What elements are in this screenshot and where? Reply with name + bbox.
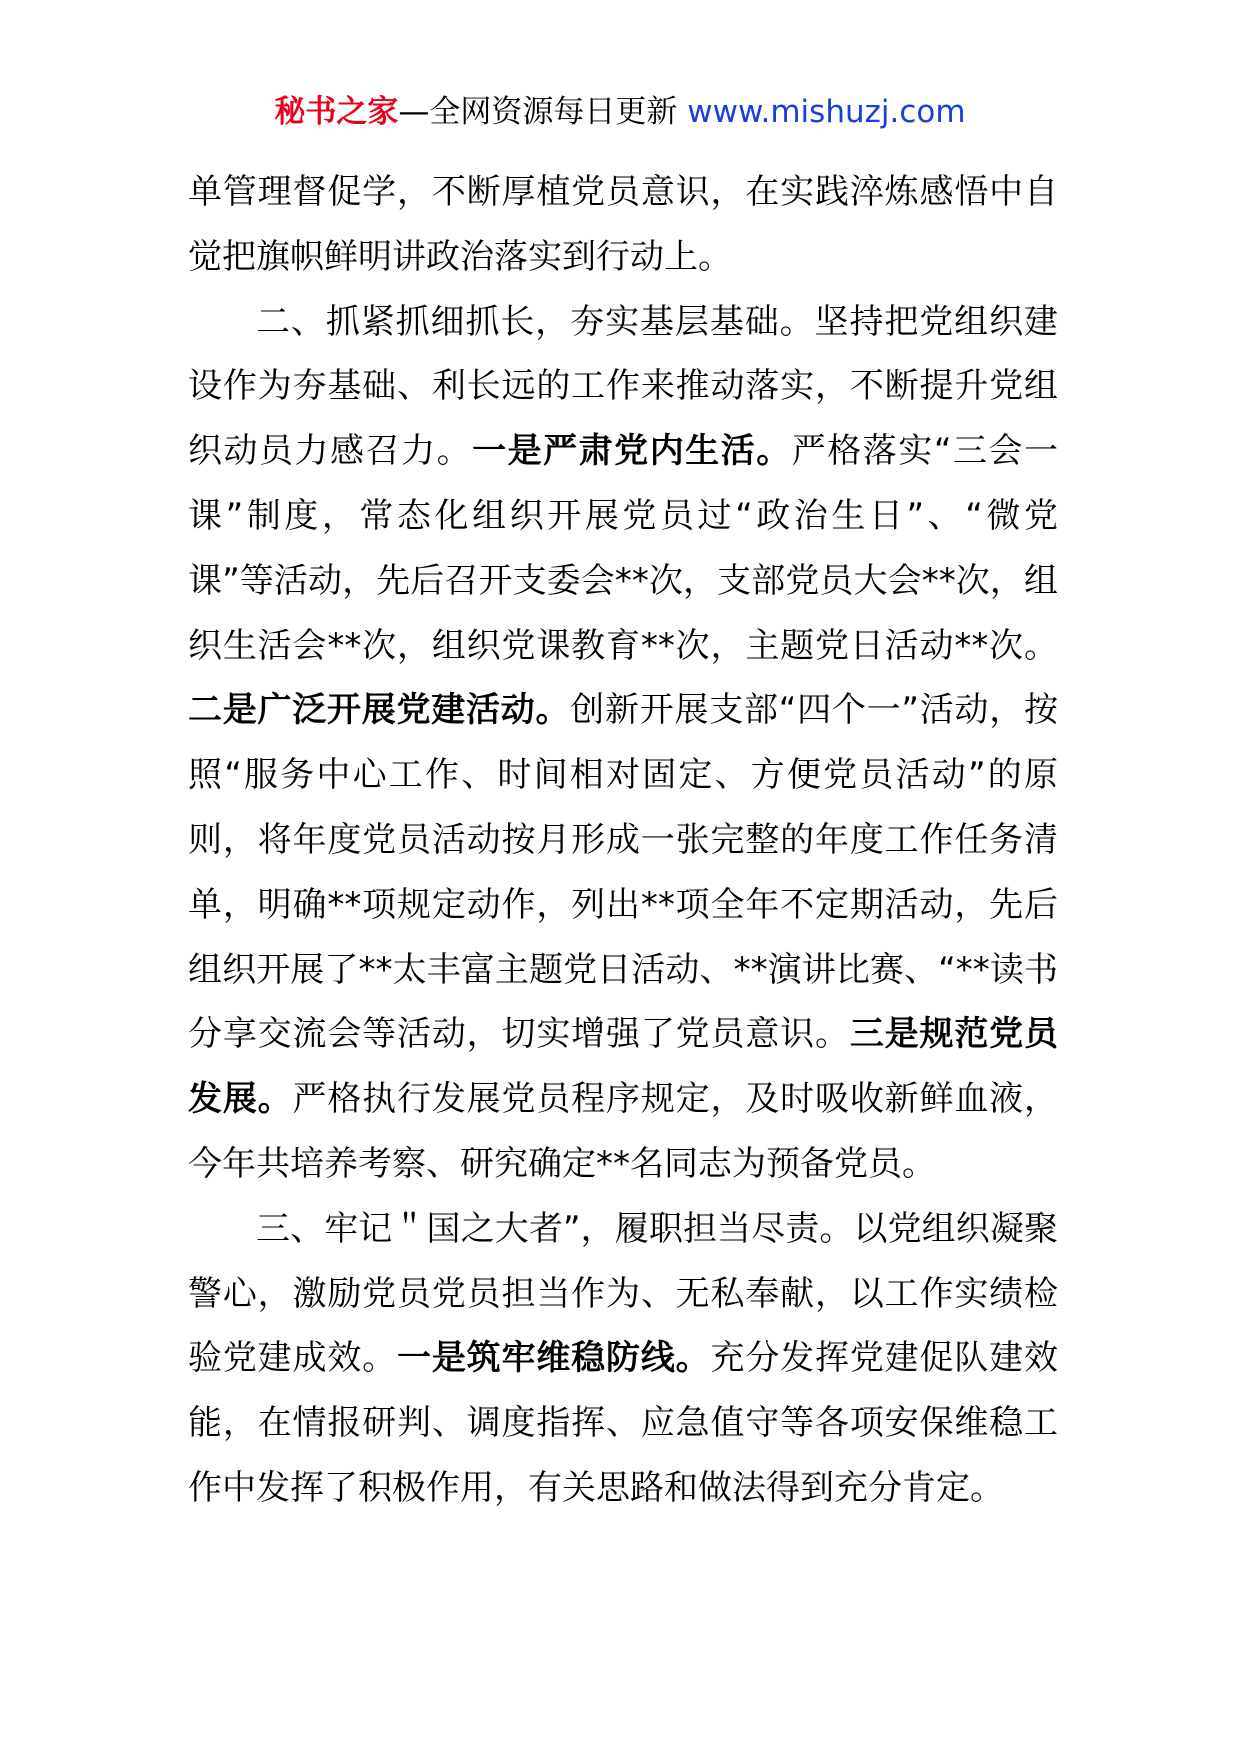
site-url-link[interactable]: www.mishuzj.com: [687, 94, 966, 130]
paragraph-section-3: [188, 1197, 1058, 1521]
paragraph-section-2: [188, 290, 1058, 1197]
paragraph-continuation: [188, 160, 1058, 290]
section-2-point-1-heading: 一是严肃党内生活。: [472, 431, 792, 472]
section-3-intro: 三、牢记＂国之大者”，履职担当尽责。以党组织凝聚警心，激励党员党员担当作为、无私奉献，以工作实绩检验党建成效。: [188, 1208, 1058, 1379]
section-3-point-1-heading: 一是筑牢维稳防线。: [397, 1338, 711, 1379]
section-2-intro: 二、抓紧抓细抓长，夯实基层基础。坚持把党组织建设作为夯基础、利长远的工作来推动落实，不断提升党组织动员力感召力。: [188, 301, 1058, 472]
paragraph-text: 单管理督促学，不断厚植党员意识，在实践淬炼感悟中自觉把旗帜鲜明讲政治落实到行动上。: [188, 172, 1058, 277]
document-body: [188, 160, 1058, 1521]
section-2-point-2-text: 创新开展支部“四个一”活动，按照“服务中心工作、时间相对固定、方便党员活动”的原则，将年度党员活动按月形成一张完整的年度工作任务清单，明确**项规定动作，列出**项全年不定期活动，先后组织开展了**太丰富主题党日活动、**演讲比赛、“**读书分享交流会等活动，切实增强了党员意识。: [188, 690, 1059, 1055]
site-brand: 秘书之家: [274, 94, 399, 130]
section-2-point-1-text: 严格落实“三会一课”制度，常态化组织开展党员过“政治生日”、“微党课”等活动，先后召开支委会**次，支部党员大会**次，组织生活会**次，组织党课教育**次，主题党日活动**次。: [188, 431, 1058, 666]
section-3-point-1-text: 充分发挥党建促队建效能，在情报研判、调度指挥、应急值守等各项安保维稳工作中发挥了积极作用，有关思路和做法得到充分肯定。: [188, 1338, 1058, 1508]
section-2-point-3-text: 严格执行发展党员程序规定，及时吸收新鲜血液，今年共培养考察、研究确定**名同志为预备党员。: [188, 1079, 1058, 1184]
site-tagline: —全网资源每日更新: [398, 94, 678, 130]
site-header: [0, 92, 1240, 132]
section-2-point-2-heading: 二是广泛开展党建活动。: [188, 690, 571, 731]
section-2-point-3-heading: 三是规范党员发展。: [188, 1014, 1059, 1120]
